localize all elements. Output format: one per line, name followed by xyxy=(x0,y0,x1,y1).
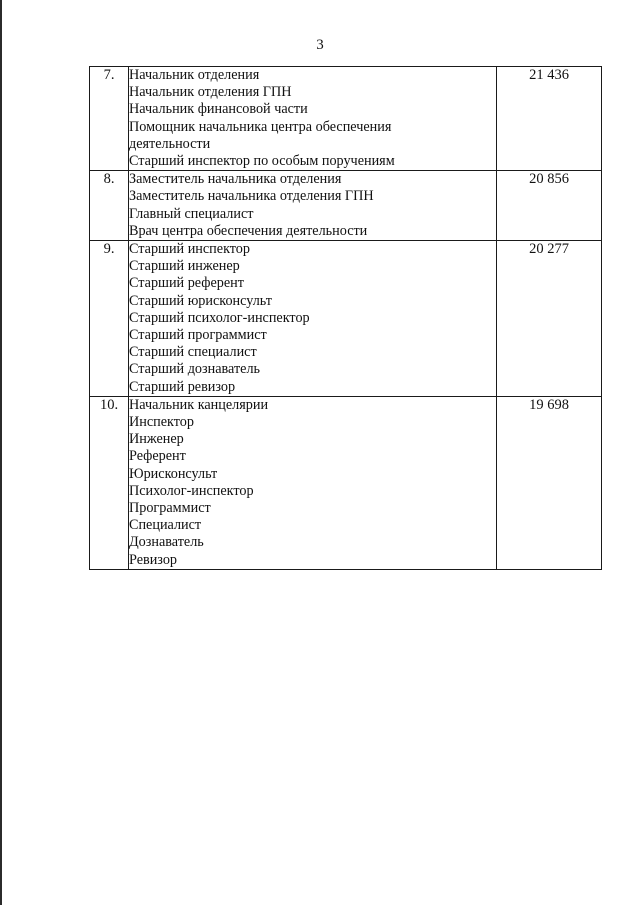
position-title: Референт xyxy=(129,448,186,465)
position-title: Старший референт xyxy=(129,275,244,292)
position-title: Старший юрисконсульт xyxy=(129,292,272,309)
table-row xyxy=(90,241,602,397)
position-title: Заместитель начальника отделения xyxy=(129,171,342,188)
salary-amount: 20 277 xyxy=(497,241,602,397)
positions-cell xyxy=(129,67,497,171)
position-title: Заместитель начальника отделения ГПН xyxy=(129,188,374,205)
position-title: Психолог-инспектор xyxy=(129,482,254,499)
position-title: Начальник канцелярии xyxy=(129,396,269,413)
position-title: Ревизор xyxy=(129,551,178,568)
position-title: Дознаватель xyxy=(129,534,204,551)
position-title: Врач центра обеспечения деятельности xyxy=(129,222,368,239)
position-title: Старший ревизор xyxy=(129,378,236,395)
position-title: Главный специалист xyxy=(129,205,254,222)
position-title: Старший программист xyxy=(129,327,267,344)
position-title: Специалист xyxy=(129,517,202,534)
salary-amount: 19 698 xyxy=(497,396,602,569)
position-title: Помощник начальника центра обеспечения xyxy=(129,118,392,135)
position-title: Начальник отделения ГПН xyxy=(129,84,292,101)
position-title: деятельности xyxy=(129,135,211,152)
position-title: Старший психолог-инспектор xyxy=(129,309,310,326)
table-row xyxy=(90,396,602,569)
scan-edge xyxy=(0,0,2,905)
position-title: Юрисконсульт xyxy=(129,465,218,482)
salary-table xyxy=(89,66,602,570)
position-title: Программист xyxy=(129,500,211,517)
position-title: Начальник отделения xyxy=(129,67,260,83)
position-title: Старший инженер xyxy=(129,258,240,275)
table-row xyxy=(90,171,602,241)
table-row xyxy=(90,67,602,171)
position-title: Старший специалист xyxy=(129,344,257,361)
page-number: 3 xyxy=(316,37,324,53)
row-number: 7. xyxy=(90,67,129,171)
position-title: Инженер xyxy=(129,431,184,448)
salary-amount: 21 436 xyxy=(497,67,602,171)
row-number: 8. xyxy=(90,171,129,241)
positions-cell xyxy=(129,171,497,241)
position-title: Старший инспектор xyxy=(129,241,250,258)
salary-amount: 20 856 xyxy=(497,171,602,241)
row-number: 9. xyxy=(90,241,129,397)
position-title: Инспектор xyxy=(129,414,194,431)
positions-cell xyxy=(129,241,497,397)
positions-cell xyxy=(129,396,497,569)
position-title: Старший дознаватель xyxy=(129,361,260,378)
row-number: 10. xyxy=(90,396,129,569)
position-title: Начальник финансовой части xyxy=(129,101,308,118)
position-title: Старший инспектор по особым поручениям xyxy=(129,153,395,170)
